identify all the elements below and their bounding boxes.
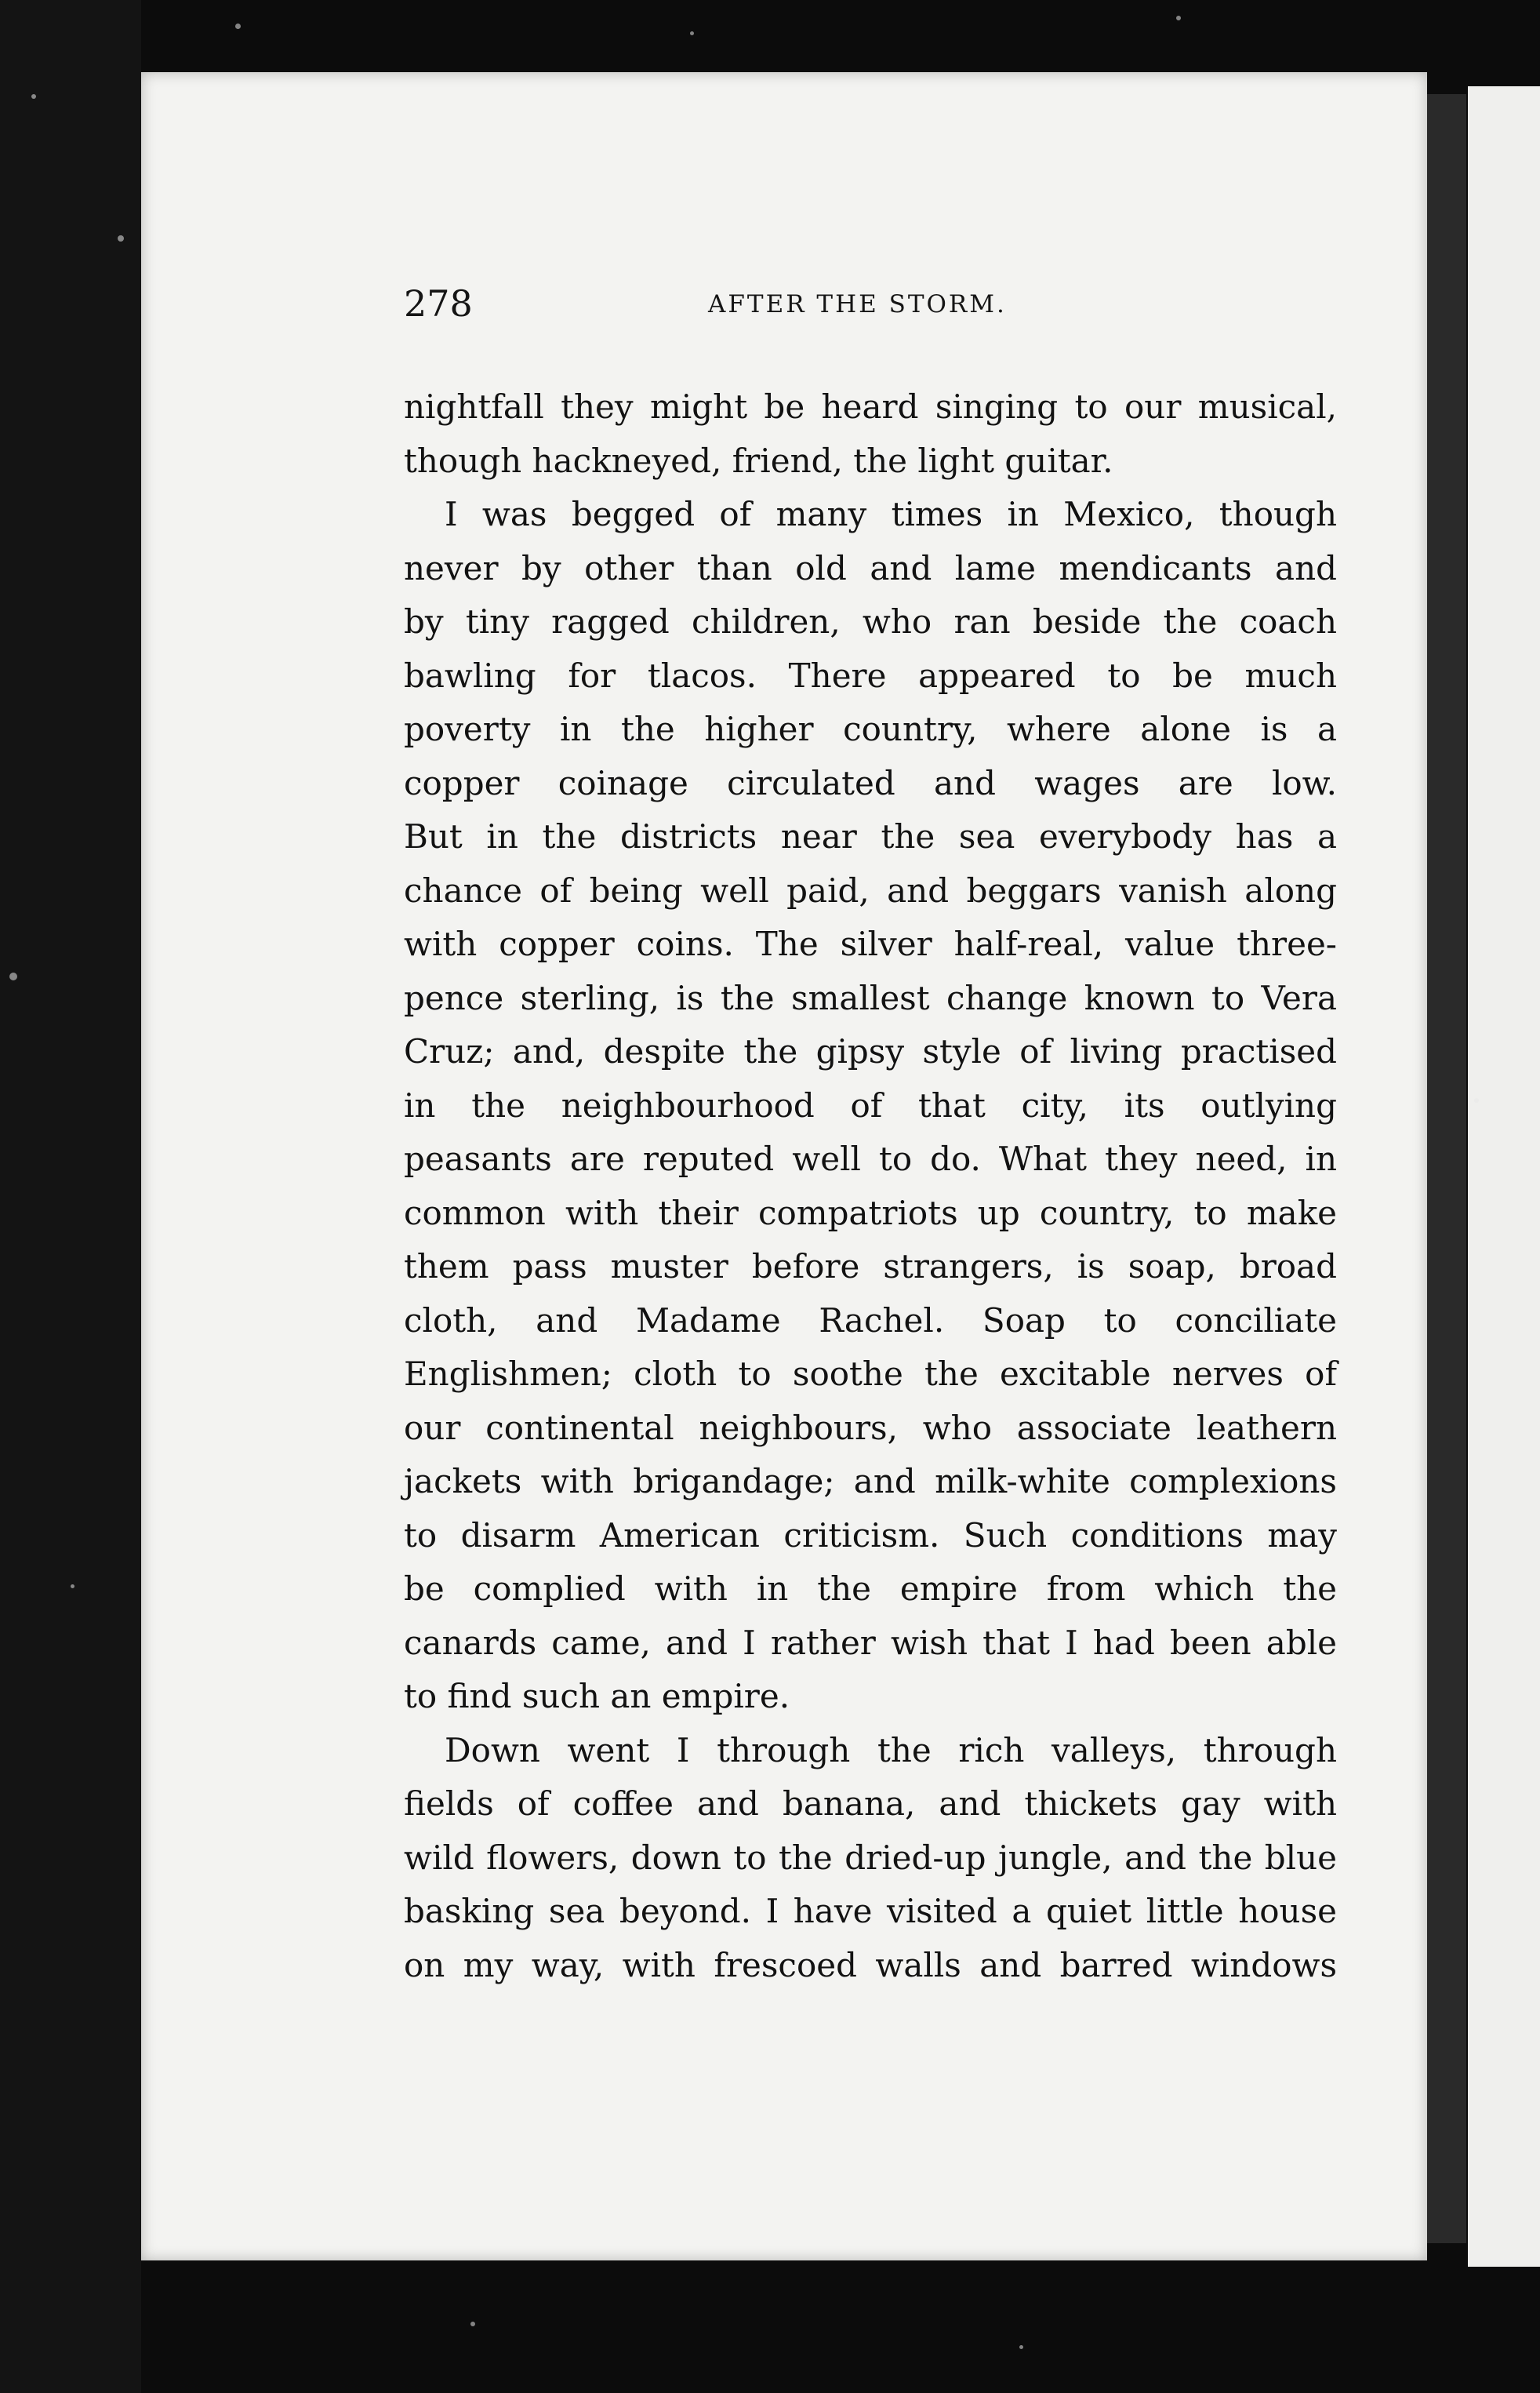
text-line: to disarm American criticism. Such conditions may [404, 1515, 1337, 1555]
text-line: I was begged of many times in Mexico, though [445, 495, 1337, 533]
text-line: our continental neighbours, who associate leathern [404, 1408, 1337, 1447]
text-line: wild flowers, down to the dried-up jungle, and the blue [404, 1838, 1337, 1877]
text-line: pence sterling, is the smallest change known to Vera [404, 978, 1337, 1017]
text-line: Englishmen; cloth to soothe the excitable nerves of [404, 1355, 1337, 1393]
text-line: copper coinage circulated and wages are low. [404, 763, 1337, 802]
text-line: on my way, with frescoed walls and barred windows [404, 1945, 1337, 1984]
text-line: fields of coffee and banana, and thickets gay with [404, 1784, 1337, 1823]
text-line: Down went I through the rich valleys, through [445, 1730, 1337, 1769]
text-line: But in the districts near the sea everybody has a [404, 817, 1337, 856]
text-line: though hackneyed, friend, the light guitar. [404, 441, 1113, 480]
scan-speck [118, 235, 124, 242]
text-line: in the neighbourhood of that city, its outlying [404, 1086, 1337, 1125]
scan-speck [235, 24, 241, 29]
text-line: bawling for tlacos. There appeared to be much [404, 656, 1337, 695]
body-text [404, 380, 1337, 1992]
text-line: with copper coins. The silver half-real, value three- [404, 925, 1337, 963]
scan-speck [1019, 2345, 1023, 2349]
text-line: jackets with brigandage; and milk-white complexions [404, 1462, 1337, 1500]
text-line: canards came, and I rather wish that I had been able [404, 1623, 1337, 1662]
book-binding-edge [0, 0, 141, 2393]
text-line: by tiny ragged children, who ran beside the coach [404, 602, 1337, 641]
text-line: to find such an empire. [404, 1677, 790, 1715]
text-line: cloth, and Madame Rachel. Soap to conciliate [404, 1300, 1337, 1340]
text-line: basking sea beyond. I have visited a quiet little house [404, 1892, 1337, 1930]
scan-speck [690, 31, 694, 35]
page-header [404, 282, 1345, 337]
text-line: common with their compatriots up country, to make [404, 1193, 1337, 1232]
text-line: Cruz; and, despite the gipsy style of living practised [404, 1032, 1337, 1071]
text-line: peasants are reputed well to do. What they need, in [404, 1140, 1337, 1178]
scan-speck [31, 94, 36, 99]
text-line: nightfall they might be heard singing to our musical, [404, 387, 1337, 426]
scan-speck [1474, 1098, 1479, 1103]
scan-speck [9, 973, 17, 980]
text-line: chance of being well paid, and beggars vanish along [404, 871, 1337, 910]
scan-speck [1176, 16, 1181, 20]
page-gutter-shadow [1426, 94, 1466, 2243]
text-line: them pass muster before strangers, is soap, broad [404, 1247, 1337, 1286]
text-line: be complied with in the empire from which the [404, 1569, 1337, 1608]
scan-speck [470, 2322, 475, 2326]
text-line: poverty in the higher country, where alone is a [404, 710, 1337, 748]
scan-speck [71, 1584, 74, 1588]
adjacent-page-edge [1468, 86, 1540, 2267]
page-number: 278 [404, 282, 473, 325]
running-head: AFTER THE STORM. [708, 290, 1007, 318]
text-line: never by other than old and lame mendicants and [404, 548, 1337, 587]
